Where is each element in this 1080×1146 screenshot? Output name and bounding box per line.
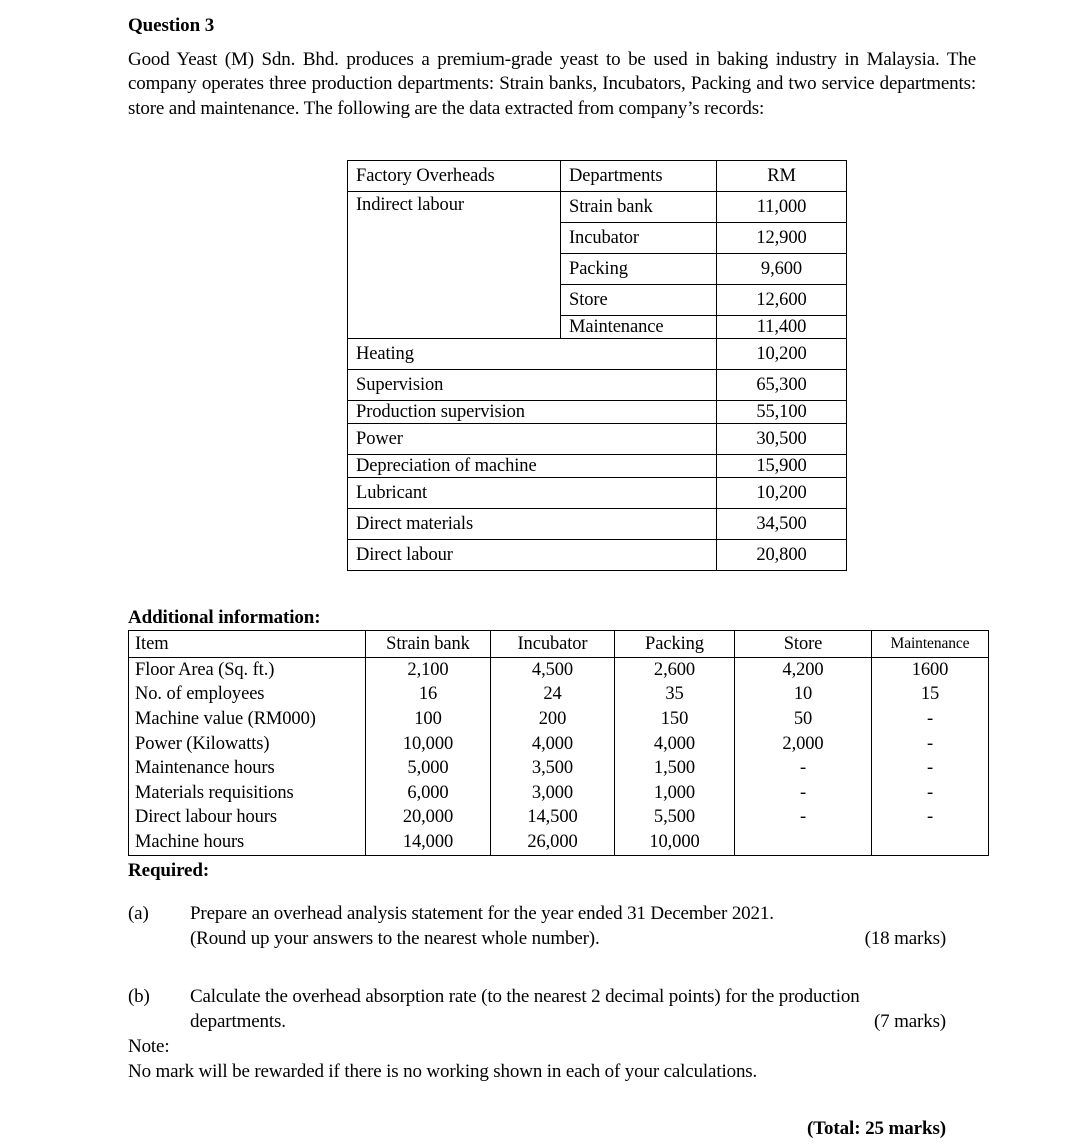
cell-incubator: 24 (491, 683, 615, 708)
table-row (129, 781, 989, 806)
item-a-marks: (18 marks) (864, 927, 946, 949)
department-name: Store (561, 285, 717, 316)
item-b-line2: departments. (190, 1011, 286, 1033)
table-row (129, 756, 989, 781)
factory-overheads-table (347, 160, 847, 571)
table-row (129, 707, 989, 732)
row-label: No. of employees (129, 683, 366, 708)
cell-incubator: 14,500 (491, 806, 615, 831)
table-row (348, 339, 847, 370)
department-name: Packing (561, 254, 717, 285)
cell-packing: 1,500 (615, 756, 735, 781)
cell-store: 4,200 (735, 658, 872, 683)
note-label: Note: (128, 1035, 170, 1057)
cell-incubator: 4,000 (491, 732, 615, 757)
item-a-line2: (Round up your answers to the nearest whole number). (190, 927, 600, 949)
cell-strain-bank: 10,000 (366, 732, 491, 757)
additional-information-heading: Additional information: (128, 607, 321, 628)
row-label: Power (Kilowatts) (129, 732, 366, 757)
item-b-marks: (7 marks) (874, 1011, 946, 1033)
cell-packing: 5,500 (615, 806, 735, 831)
table-row (348, 478, 847, 509)
cell-packing: 2,600 (615, 658, 735, 683)
table-row (348, 509, 847, 540)
overhead-amount: 20,800 (717, 540, 847, 571)
cell-maintenance: - (872, 781, 989, 806)
row-label: Direct labour hours (129, 806, 366, 831)
table-row (129, 683, 989, 708)
cell-maintenance: 15 (872, 683, 989, 708)
overhead-amount: 65,300 (717, 370, 847, 401)
required-section (128, 860, 976, 1140)
table-header-row (129, 631, 989, 658)
cell-strain-bank: 2,100 (366, 658, 491, 683)
cell-maintenance: - (872, 707, 989, 732)
overhead-amount: 55,100 (717, 401, 847, 424)
overhead-item: Power (348, 424, 717, 455)
table-row (348, 401, 847, 424)
header-item: Item (129, 631, 366, 658)
cell-maintenance: - (872, 806, 989, 831)
table-row (129, 732, 989, 757)
department-amount: 12,900 (717, 223, 847, 254)
header-maintenance: Maintenance (872, 631, 989, 658)
cell-store: - (735, 806, 872, 831)
department-amount: 12,600 (717, 285, 847, 316)
note-text: No mark will be rewarded if there is no working shown in each of your calculations. (128, 1060, 758, 1082)
cell-store: - (735, 756, 872, 781)
cell-maintenance: - (872, 756, 989, 781)
cell-strain-bank: 6,000 (366, 781, 491, 806)
header-departments: Departments (561, 161, 717, 192)
table-row (348, 370, 847, 401)
cell-strain-bank: 5,000 (366, 756, 491, 781)
item-b-line2-wrap (190, 1010, 976, 1035)
row-label: Floor Area (Sq. ft.) (129, 658, 366, 683)
additional-information-table (128, 630, 989, 856)
cell-packing: 4,000 (615, 732, 735, 757)
item-a-line2-wrap (190, 927, 976, 952)
document-page (128, 0, 976, 1140)
table-row (348, 192, 847, 223)
table-row (348, 540, 847, 571)
department-amount: 9,600 (717, 254, 847, 285)
row-label: Machine hours (129, 830, 366, 855)
header-packing: Packing (615, 631, 735, 658)
cell-maintenance: - (872, 732, 989, 757)
overhead-amount: 10,200 (717, 339, 847, 370)
overhead-item: Direct materials (348, 509, 717, 540)
table-row (129, 830, 989, 855)
cell-store: 10 (735, 683, 872, 708)
cell-packing: 1,000 (615, 781, 735, 806)
overhead-amount: 34,500 (717, 509, 847, 540)
header-incubator: Incubator (491, 631, 615, 658)
overhead-item: Direct labour (348, 540, 717, 571)
cell-maintenance: 1600 (872, 658, 989, 683)
required-item-a (128, 902, 976, 951)
header-store: Store (735, 631, 872, 658)
intro-paragraph: Good Yeast (M) Sdn. Bhd. produces a premium-grade yeast to be used in baking industry in Malaysia. The company operates three production departments: Strain banks, Incubators, Packing and two service departments: store and maintenance. The following are the data extracted from company’s records: (128, 48, 976, 120)
table-row (348, 455, 847, 478)
cell-incubator: 200 (491, 707, 615, 732)
overhead-item: Heating (348, 339, 717, 370)
required-heading: Required: (128, 860, 210, 881)
table-row (129, 658, 989, 683)
department-amount: 11,000 (717, 192, 847, 223)
row-label: Maintenance hours (129, 756, 366, 781)
department-name: Strain bank (561, 192, 717, 223)
overhead-amount: 30,500 (717, 424, 847, 455)
cell-store: 50 (735, 707, 872, 732)
item-a-line1: Prepare an overhead analysis statement for the year ended 31 December 2021. (190, 903, 774, 924)
cell-incubator: 3,000 (491, 781, 615, 806)
overhead-amount: 15,900 (717, 455, 847, 478)
cell-maintenance (872, 830, 989, 855)
page-title: Question 3 (128, 15, 215, 36)
overhead-amount: 10,200 (717, 478, 847, 509)
row-label: Machine value (RM000) (129, 707, 366, 732)
item-marker-a: (a) (128, 903, 149, 924)
header-factory-overheads: Factory Overheads (348, 161, 561, 192)
cell-incubator: 4,500 (491, 658, 615, 683)
table-header-row (348, 161, 847, 192)
department-amount: 11,400 (717, 316, 847, 339)
overhead-item: Lubricant (348, 478, 717, 509)
item-b-line1: Calculate the overhead absorption rate (to the nearest 2 decimal points) for the production (190, 986, 860, 1008)
header-strain-bank: Strain bank (366, 631, 491, 658)
cell-incubator: 26,000 (491, 830, 615, 855)
cell-strain-bank: 20,000 (366, 806, 491, 831)
cell-store: 2,000 (735, 732, 872, 757)
cell-store: - (735, 781, 872, 806)
row-label: Materials requisitions (129, 781, 366, 806)
total-marks: (Total: 25 marks) (806, 1118, 946, 1140)
overhead-item: Depreciation of machine (348, 455, 717, 478)
department-name: Maintenance (561, 316, 717, 339)
indirect-labour-label: Indirect labour (348, 192, 561, 339)
cell-packing: 10,000 (615, 830, 735, 855)
required-item-b (128, 985, 976, 1034)
cell-store (735, 830, 872, 855)
department-name: Incubator (561, 223, 717, 254)
additional-information-table-wrapper (128, 630, 988, 856)
header-rm: RM (717, 161, 847, 192)
item-marker-b: (b) (128, 986, 150, 1008)
cell-packing: 35 (615, 683, 735, 708)
factory-overheads-table-wrapper (347, 160, 846, 571)
overhead-item: Production supervision (348, 401, 717, 424)
table-row (129, 806, 989, 831)
overhead-item: Supervision (348, 370, 717, 401)
table-row (348, 424, 847, 455)
cell-strain-bank: 16 (366, 683, 491, 708)
cell-incubator: 3,500 (491, 756, 615, 781)
cell-strain-bank: 14,000 (366, 830, 491, 855)
cell-packing: 150 (615, 707, 735, 732)
cell-strain-bank: 100 (366, 707, 491, 732)
